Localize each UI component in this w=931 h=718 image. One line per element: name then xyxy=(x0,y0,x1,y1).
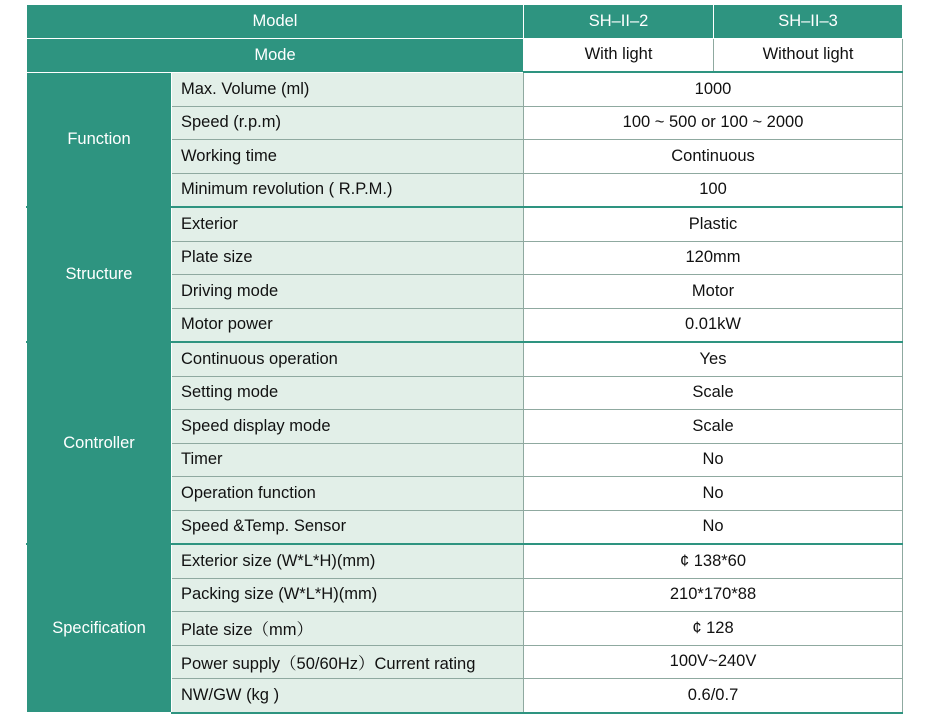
mode-a: With light xyxy=(524,38,714,72)
parameter-value: 100 ~ 500 or 100 ~ 2000 xyxy=(524,106,903,140)
parameter-value: Scale xyxy=(524,376,903,410)
parameter-name: Packing size (W*L*H)(mm) xyxy=(172,578,524,612)
parameter-name: Motor power xyxy=(172,308,524,342)
parameter-name: Operation function xyxy=(172,477,524,511)
parameter-value: No xyxy=(524,510,903,544)
parameter-name: Exterior xyxy=(172,207,524,241)
parameter-value: 100V~240V xyxy=(524,645,903,679)
table-row xyxy=(27,207,903,241)
parameter-name: Driving mode xyxy=(172,275,524,309)
table-row xyxy=(27,544,903,578)
parameter-value: No xyxy=(524,477,903,511)
parameter-name: NW/GW (kg ) xyxy=(172,679,524,713)
parameter-name: Timer xyxy=(172,443,524,477)
table-row xyxy=(27,342,903,376)
parameter-value: ¢ 128 xyxy=(524,612,903,646)
parameter-value: Motor xyxy=(524,275,903,309)
parameter-value: Continuous xyxy=(524,140,903,174)
parameter-value: 120mm xyxy=(524,241,903,275)
parameter-name: Plate size xyxy=(172,241,524,275)
parameter-name: Max. Volume (ml) xyxy=(172,72,524,106)
parameter-name: Power supply（50/60Hz）Current rating xyxy=(172,645,524,679)
parameter-value: Scale xyxy=(524,410,903,444)
parameter-value: 0.01kW xyxy=(524,308,903,342)
parameter-name: Speed &Temp. Sensor xyxy=(172,510,524,544)
parameter-value: ¢ 138*60 xyxy=(524,544,903,578)
parameter-value: Plastic xyxy=(524,207,903,241)
parameter-name: Speed (r.p.m) xyxy=(172,106,524,140)
parameter-name: Minimum revolution ( R.P.M.) xyxy=(172,173,524,207)
model-row xyxy=(27,5,903,39)
parameter-value: 210*170*88 xyxy=(524,578,903,612)
parameter-value: Yes xyxy=(524,342,903,376)
parameter-name: Continuous operation xyxy=(172,342,524,376)
parameter-name: Setting mode xyxy=(172,376,524,410)
parameter-value: 100 xyxy=(524,173,903,207)
model-label: Model xyxy=(27,5,524,39)
mode-label: Mode xyxy=(27,38,524,72)
category-cell: Structure xyxy=(27,207,172,342)
parameter-value: 1000 xyxy=(524,72,903,106)
parameter-name: Working time xyxy=(172,140,524,174)
spec-table-container xyxy=(26,4,903,714)
spec-table xyxy=(26,4,903,714)
parameter-name: Speed display mode xyxy=(172,410,524,444)
parameter-value: No xyxy=(524,443,903,477)
parameter-name: Plate size（mm） xyxy=(172,612,524,646)
parameter-value: 0.6/0.7 xyxy=(524,679,903,713)
category-cell: Function xyxy=(27,72,172,207)
category-cell: Controller xyxy=(27,342,172,544)
model-b: SH–II–3 xyxy=(714,5,903,39)
mode-row xyxy=(27,38,903,72)
table-row xyxy=(27,72,903,106)
parameter-name: Exterior size (W*L*H)(mm) xyxy=(172,544,524,578)
mode-b: Without light xyxy=(714,38,903,72)
category-cell: Specification xyxy=(27,544,172,713)
model-a: SH–II–2 xyxy=(524,5,714,39)
spec-body xyxy=(27,72,903,713)
